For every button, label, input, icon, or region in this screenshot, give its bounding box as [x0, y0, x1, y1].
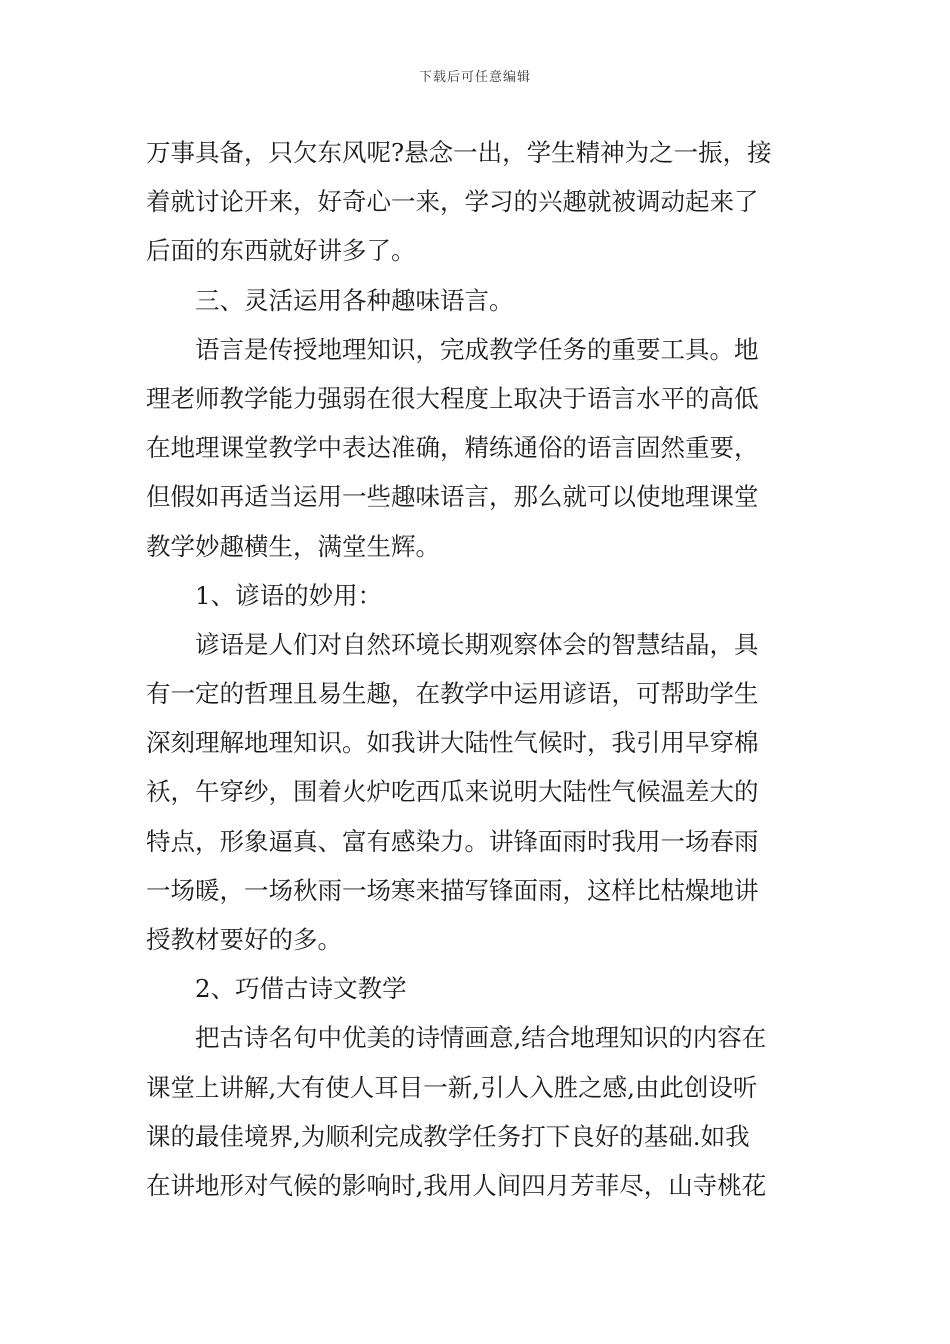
section-heading: 三、灵活运用各种趣味语言。 — [195, 285, 514, 315]
text-line: 授教材要好的多。 — [146, 925, 342, 954]
text-line: 深刻理解地理知识。如我讲大陆性气候时，我引用早穿棉 — [146, 728, 759, 758]
text-line: 教学妙趣横生，满堂生辉。 — [146, 531, 440, 561]
text-line: 有一定的哲理且易生趣，在教学中运用谚语，可帮助学生 — [146, 679, 759, 709]
text-line: 课堂上讲解,大有使人耳目一新,引人入胜之感,由此创设听 — [146, 1072, 758, 1102]
subsection-heading: 2、巧借古诗文教学 — [195, 974, 407, 1004]
text-line: 万事具备，只欠东风呢?悬念一出，学生精神为之一振，接 — [146, 138, 772, 167]
text-line: 在地理课堂教学中表达准确，精练通俗的语言固然重要， — [146, 433, 759, 463]
paragraph-start: 谚语是人们对自然环境长期观察体会的智慧结晶，具 — [195, 629, 759, 659]
text-line: 理老师教学能力强弱在很大程度上取决于语言水平的高低 — [146, 383, 759, 413]
text-line: 袄，午穿纱，围着火炉吃西瓜来说明大陆性气候温差大的 — [146, 777, 759, 807]
document-body — [146, 128, 808, 1210]
text-line: 课的最佳境界,为顺利完成教学任务打下良好的基础.如我 — [146, 1121, 750, 1151]
text-line: 在讲地形对气候的影响时,我用人间四月芳菲尽，山寺桃花 — [146, 1170, 767, 1200]
page-header: 下载后可任意编辑 — [418, 70, 531, 85]
text-line: 特点，形象逼真、富有感染力。讲锋面雨时我用一场春雨 — [146, 826, 759, 856]
subsection-heading: 1、谚语的妙用： — [195, 580, 383, 610]
text-line: 但假如再适当运用一些趣味语言，那么就可以使地理课堂 — [146, 482, 759, 512]
paragraph-start: 把古诗名句中优美的诗情画意,结合地理知识的内容在 — [195, 1023, 767, 1053]
text-line: 一场暖，一场秋雨一场寒来描写锋面雨，这样比枯燥地讲 — [146, 875, 759, 905]
text-line: 着就讨论开来，好奇心一来，学习的兴趣就被调动起来了 — [146, 187, 759, 217]
text-line: 后面的东西就好讲多了。 — [146, 236, 416, 266]
paragraph-start: 语言是传授地理知识，完成教学任务的重要工具。地 — [195, 334, 759, 364]
